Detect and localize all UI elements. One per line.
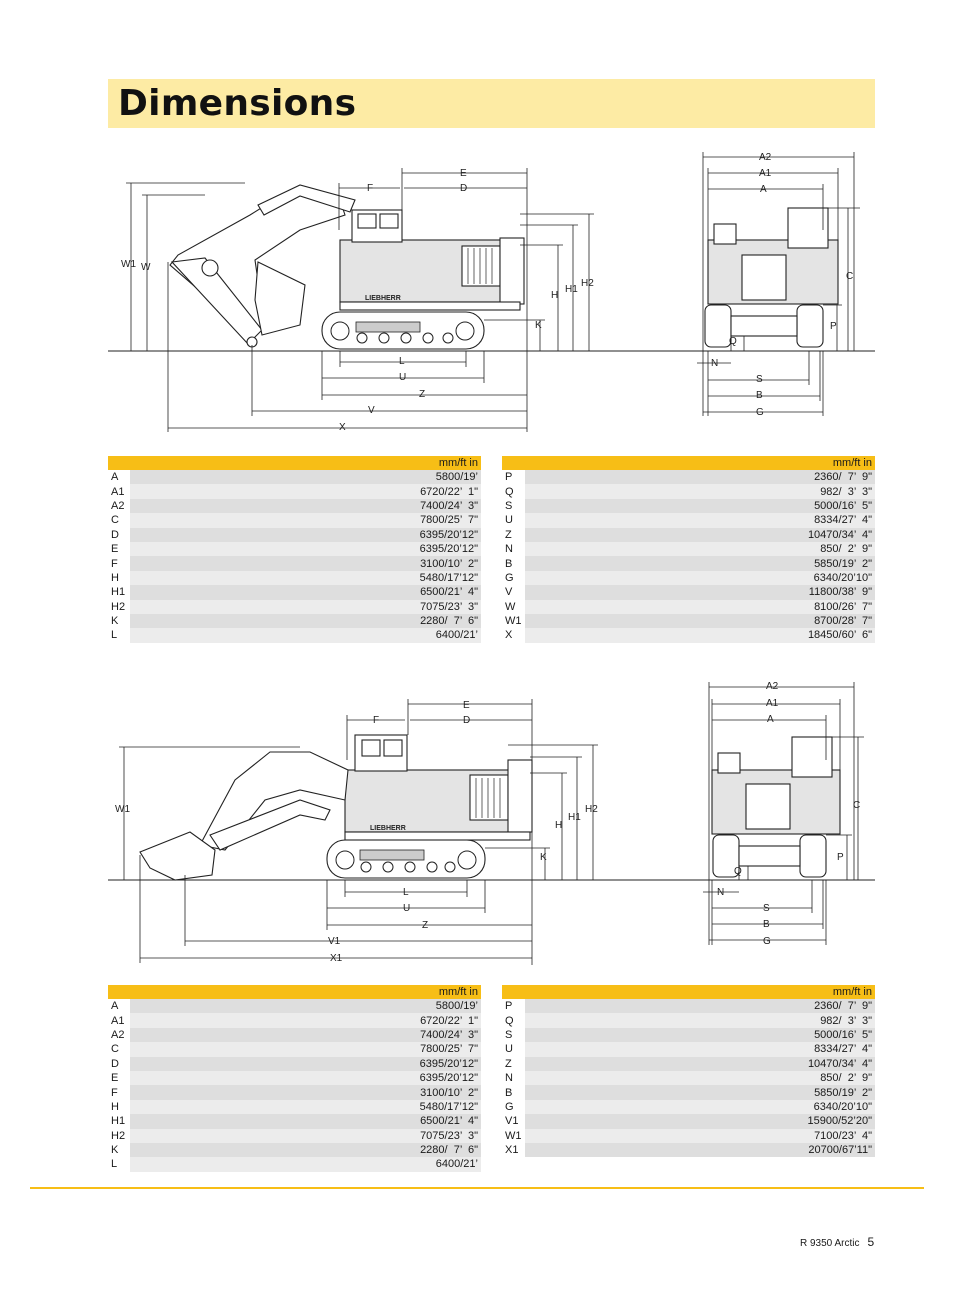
rear2-label-Q: Q — [734, 866, 742, 877]
dim2-label-K: K — [540, 852, 547, 863]
table-row — [108, 513, 481, 527]
table-row — [502, 1100, 875, 1114]
table-row — [502, 470, 875, 484]
table-header-key — [502, 456, 525, 470]
brand-label-2: LIEBHERR — [370, 825, 406, 832]
spec-table-2-left — [108, 985, 481, 1172]
dimension-key: Q — [502, 1013, 525, 1027]
dimension-key: A — [108, 999, 130, 1013]
dimension-key: Z — [502, 528, 525, 542]
dimension-key: U — [502, 1042, 525, 1056]
dim-label-W: W — [141, 262, 151, 273]
table-row — [502, 614, 875, 628]
table-row — [108, 542, 481, 556]
dimension-key: H2 — [108, 600, 130, 614]
table-header-unit: mm/ft in — [130, 985, 481, 999]
dimension-key: C — [108, 1042, 130, 1056]
table-header-key — [108, 985, 130, 999]
table-row — [502, 513, 875, 527]
dimension-key: U — [502, 513, 525, 527]
dimension-key: B — [502, 1085, 525, 1099]
dimension-value: 3100/10’ 2" — [130, 556, 481, 570]
dimension-key: N — [502, 1071, 525, 1085]
rear-label-N: N — [711, 358, 719, 369]
dimension-key: D — [108, 1057, 130, 1071]
dimension-value: 5000/16’ 5" — [525, 1028, 876, 1042]
dimension-value: 7400/24’ 3" — [130, 1028, 481, 1042]
dimension-value: 5800/19’ — [130, 470, 481, 484]
dim-label-W1: W1 — [121, 259, 136, 270]
rear-label-C: C — [846, 271, 854, 282]
table-row — [502, 528, 875, 542]
dimension-key: Q — [502, 484, 525, 498]
table-row — [108, 1071, 481, 1085]
dimension-value: 6395/20’12" — [130, 1057, 481, 1071]
table-row — [108, 1028, 481, 1042]
dimension-key: E — [108, 1071, 130, 1085]
table-row — [502, 1028, 875, 1042]
dimension-key: L — [108, 628, 130, 642]
dimension-value: 8334/27’ 4" — [525, 1042, 876, 1056]
dim-label-F: F — [367, 183, 374, 194]
dimension-key: H — [108, 1100, 130, 1114]
dimension-value: 6395/20’12" — [130, 542, 481, 556]
table-row — [108, 470, 481, 484]
dimension-key: F — [108, 556, 130, 570]
dimension-key: A2 — [108, 499, 130, 513]
table-row — [108, 628, 481, 642]
dimension-value: 7400/24’ 3" — [130, 499, 481, 513]
table-row — [502, 585, 875, 599]
dimension-key: S — [502, 499, 525, 513]
table-row — [502, 999, 875, 1013]
dimension-value: 850/ 2’ 9" — [525, 542, 876, 556]
rear-label-S: S — [756, 374, 763, 385]
dimension-key: D — [108, 528, 130, 542]
table-row — [108, 556, 481, 570]
dimension-key: H1 — [108, 1114, 130, 1128]
page-title: Dimensions — [118, 83, 357, 124]
table-row — [502, 1129, 875, 1143]
dim2-label-Z: Z — [422, 920, 429, 931]
dimension-value: 10470/34’ 4" — [525, 1057, 876, 1071]
dimension-value: 6500/21’ 4" — [130, 1114, 481, 1128]
dim2-label-D: D — [463, 715, 471, 726]
dimension-value: 6395/20’12" — [130, 1071, 481, 1085]
dim-label-D: D — [460, 183, 468, 194]
table-row — [502, 628, 875, 642]
dimension-value: 5800/19’ — [130, 999, 481, 1013]
dimension-value: 7800/25’ 7" — [130, 1042, 481, 1056]
table-row — [108, 1157, 481, 1171]
dimension-key: L — [108, 1157, 130, 1171]
table-row — [502, 542, 875, 556]
dim2-label-W1: W1 — [115, 804, 130, 815]
dimension-key: K — [108, 1143, 130, 1157]
table-row — [502, 484, 875, 498]
rear2-label-A2: A2 — [766, 681, 779, 692]
dim-label-E: E — [460, 168, 467, 179]
dim-label-Z: Z — [419, 389, 426, 400]
dimension-key: N — [502, 542, 525, 556]
dimension-key: V1 — [502, 1114, 525, 1128]
dimension-key: W1 — [502, 1129, 525, 1143]
dimension-value: 10470/34’ 4" — [525, 528, 876, 542]
dimension-key: E — [108, 542, 130, 556]
rear2-label-A1: A1 — [766, 698, 779, 709]
dimension-value: 5850/19’ 2" — [525, 1085, 876, 1099]
table-row — [108, 1042, 481, 1056]
dimension-value: 5850/19’ 2" — [525, 556, 876, 570]
dimension-value: 6720/22’ 1" — [130, 484, 481, 498]
dim2-label-U: U — [403, 903, 411, 914]
brand-label: LIEBHERR — [365, 295, 401, 302]
dimension-key: A1 — [108, 1013, 130, 1027]
dimension-key: W — [502, 600, 525, 614]
dimension-key: A1 — [108, 484, 130, 498]
dimension-key: W1 — [502, 614, 525, 628]
table-row — [108, 600, 481, 614]
table-row — [502, 571, 875, 585]
dimension-value: 982/ 3’ 3" — [525, 484, 876, 498]
dim2-label-X1: X1 — [330, 953, 343, 964]
rear-label-B: B — [756, 390, 763, 401]
table-row — [502, 499, 875, 513]
dimension-value: 8334/27’ 4" — [525, 513, 876, 527]
dimension-value: 5480/17’12" — [130, 1100, 481, 1114]
rear-label-A2: A2 — [759, 152, 772, 163]
dimension-key: H1 — [108, 585, 130, 599]
dim2-label-E: E — [463, 700, 470, 711]
dim2-label-H: H — [555, 820, 563, 831]
dimension-value: 6500/21’ 4" — [130, 585, 481, 599]
dimension-value: 11800/38’ 9" — [525, 585, 876, 599]
table-row — [502, 1042, 875, 1056]
dim-label-K: K — [535, 320, 542, 331]
rear2-label-C: C — [853, 800, 861, 811]
rear2-label-N: N — [717, 887, 725, 898]
dimension-value: 15900/52’20" — [525, 1114, 876, 1128]
table-header-unit: mm/ft in — [525, 456, 876, 470]
dimension-value: 5480/17’12" — [130, 571, 481, 585]
dimension-value: 7075/23’ 3" — [130, 1129, 481, 1143]
dimension-value: 5000/16’ 5" — [525, 499, 876, 513]
dimension-key: S — [502, 1028, 525, 1042]
table-row — [502, 556, 875, 570]
dimension-value: 7100/23’ 4" — [525, 1129, 876, 1143]
table-header-key — [502, 985, 525, 999]
dimension-value: 850/ 2’ 9" — [525, 1071, 876, 1085]
table-row — [108, 571, 481, 585]
dimension-value: 6340/20’10" — [525, 1100, 876, 1114]
footer — [800, 1235, 874, 1249]
table-row — [502, 1013, 875, 1027]
dimension-key: K — [108, 614, 130, 628]
dimension-key: A2 — [108, 1028, 130, 1042]
footer-divider — [30, 1187, 924, 1189]
table-header-unit: mm/ft in — [130, 456, 481, 470]
dimension-key: H2 — [108, 1129, 130, 1143]
dim-label-X: X — [339, 422, 346, 433]
table-row — [108, 1085, 481, 1099]
dimension-value: 7075/23’ 3" — [130, 600, 481, 614]
dimension-value: 6340/20’10" — [525, 571, 876, 585]
rear-label-Q: Q — [729, 336, 737, 347]
dimension-key: C — [108, 513, 130, 527]
dim-label-H1: H1 — [565, 284, 578, 295]
dimension-value: 6400/21’ — [130, 1157, 481, 1171]
dimension-value: 2280/ 7’ 6" — [130, 1143, 481, 1157]
table-row — [502, 1114, 875, 1128]
table-row — [108, 528, 481, 542]
table-row — [108, 999, 481, 1013]
table-header-unit: mm/ft in — [525, 985, 876, 999]
dimension-value: 2360/ 7’ 9" — [525, 470, 876, 484]
dimension-key: P — [502, 999, 525, 1013]
table-row — [108, 614, 481, 628]
dim2-label-H1: H1 — [568, 812, 581, 823]
page-number: 5 — [867, 1235, 875, 1249]
rear-label-A: A — [760, 184, 767, 195]
table-row — [108, 1143, 481, 1157]
table-row — [108, 585, 481, 599]
dimension-value: 18450/60’ 6" — [525, 628, 876, 642]
rear-label-G: G — [756, 407, 764, 418]
table-header-key — [108, 456, 130, 470]
dim-label-H2: H2 — [581, 278, 594, 289]
dimension-value: 8100/26’ 7" — [525, 600, 876, 614]
table-row — [108, 1129, 481, 1143]
rear2-label-G: G — [763, 936, 771, 947]
rear2-label-A: A — [767, 714, 774, 725]
spec-table-1-left — [108, 456, 481, 643]
table-row — [108, 1114, 481, 1128]
dimension-key: F — [108, 1085, 130, 1099]
table-row — [108, 1057, 481, 1071]
rear2-label-P: P — [837, 852, 844, 863]
dimension-key: A — [108, 470, 130, 484]
dimension-value: 20700/67’11" — [525, 1143, 876, 1157]
dimension-value: 6720/22’ 1" — [130, 1013, 481, 1027]
dimension-key: X1 — [502, 1143, 525, 1157]
dimension-key: X — [502, 628, 525, 642]
dimension-key: V — [502, 585, 525, 599]
table-row — [108, 499, 481, 513]
table-row — [502, 1085, 875, 1099]
dimension-value: 6395/20’12" — [130, 528, 481, 542]
table-row — [502, 1071, 875, 1085]
footer-model: R 9350 Arctic — [800, 1238, 860, 1249]
dimension-value: 2280/ 7’ 6" — [130, 614, 481, 628]
dimension-value: 2360/ 7’ 9" — [525, 999, 876, 1013]
dim-label-H: H — [551, 290, 559, 301]
dimension-key: Z — [502, 1057, 525, 1071]
spec-table-1-right — [502, 456, 875, 643]
dimension-value: 3100/10’ 2" — [130, 1085, 481, 1099]
dimension-value: 982/ 3’ 3" — [525, 1013, 876, 1027]
dim2-label-V1: V1 — [328, 936, 341, 947]
table-row — [502, 1057, 875, 1071]
rear2-label-B: B — [763, 919, 770, 930]
rear-label-A1: A1 — [759, 168, 772, 179]
dimension-value: 7800/25’ 7" — [130, 513, 481, 527]
dim-label-V: V — [368, 405, 375, 416]
table-row — [108, 484, 481, 498]
dimension-value: 6400/21’ — [130, 628, 481, 642]
dim2-label-L: L — [403, 887, 409, 898]
table-row — [502, 1143, 875, 1157]
spec-table-2-right — [502, 985, 875, 1157]
dimension-key: H — [108, 571, 130, 585]
table-row — [502, 600, 875, 614]
dimension-key: G — [502, 571, 525, 585]
dim2-label-H2: H2 — [585, 804, 598, 815]
dim-label-U: U — [399, 372, 407, 383]
dim2-label-F: F — [373, 715, 380, 726]
table-row — [108, 1013, 481, 1027]
dimension-key: G — [502, 1100, 525, 1114]
rear2-label-S: S — [763, 903, 770, 914]
dim-label-L: L — [399, 356, 405, 367]
dimension-key: B — [502, 556, 525, 570]
dimension-value: 8700/28’ 7" — [525, 614, 876, 628]
rear-label-P: P — [830, 321, 837, 332]
table-row — [108, 1100, 481, 1114]
dimension-key: P — [502, 470, 525, 484]
